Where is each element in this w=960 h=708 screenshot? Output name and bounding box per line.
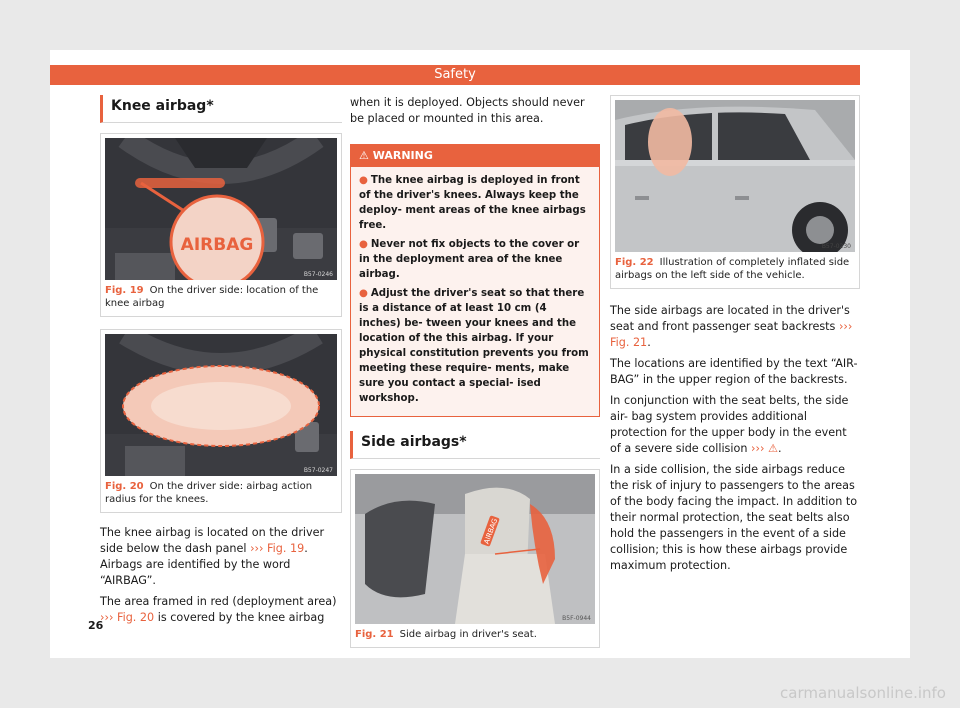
section-title-side-airbags: Side airbags*: [350, 431, 600, 459]
figure-22-caption: Fig. 22 Illustration of completely inflated side airbags on the left side of the vehicle.: [615, 257, 850, 281]
figure-code: B5F-0944: [562, 615, 591, 622]
paragraph-side-location: The side airbags are located in the driver's seat and front passenger seat backrests ››› Fig. 21.: [610, 304, 853, 349]
airbag-seat-tag: AIRBAG: [482, 517, 500, 546]
warning-body: [351, 167, 599, 416]
figure-20: [100, 329, 342, 513]
figure-21: [350, 469, 600, 648]
airbag-callout-text: AIRBAG: [180, 235, 254, 255]
warning-item: ● The knee airbag is deployed in front of the driver's knees. Always keep the deploy- ment areas of the knee airbags free.: [359, 175, 586, 231]
column-left: [100, 95, 342, 631]
fig-21-link[interactable]: ››› Fig. 21: [610, 320, 853, 349]
figure-22: [610, 95, 860, 289]
fig-19-link[interactable]: ››› Fig. 19: [250, 542, 305, 555]
bullet-icon: ●: [359, 175, 368, 186]
warning-triangle-icon: ⚠: [767, 442, 779, 455]
warning-item: ● Never not fix objects to the cover or in the deployment area of the knee airbag.: [359, 239, 580, 280]
bullet-icon: ●: [359, 288, 368, 299]
figure-22-image: [615, 100, 855, 252]
warning-header: ⚠ WARNING: [351, 145, 599, 167]
warning-triangle-icon: ⚠: [359, 149, 373, 162]
column-right: [610, 95, 860, 579]
column-middle: [350, 95, 600, 648]
paragraph-deployment-area: The area framed in red (deployment area) ››› Fig. 20 is covered by the knee airbag: [100, 595, 337, 624]
fig-20-link[interactable]: ››› Fig. 20: [100, 611, 155, 624]
paragraph-identification: The locations are identified by the text “AIR- BAG” in the upper region of the backrests.: [610, 357, 858, 386]
knee-airbag-radius-illustration: [105, 334, 337, 476]
paragraph-protection: In conjunction with the seat belts, the side air- bag system provides additional protection for the upper body in the event of a severe side collision ››› ⚠.: [610, 394, 849, 455]
figure-20-caption: Fig. 20 On the driver side: airbag action radius for the knees.: [105, 481, 313, 505]
figure-code: B57-0247: [303, 467, 333, 474]
figure-20-image: [105, 334, 337, 476]
side-airbag-vehicle-illustration: [615, 100, 855, 252]
paragraph-continued: when it is deployed. Objects should never be placed or mounted in this area.: [350, 96, 585, 125]
section-title-knee-airbag: Knee airbag*: [100, 95, 342, 123]
side-airbag-seat-illustration: [355, 474, 595, 624]
figure-code: B57-0230: [821, 243, 851, 250]
figure-19-image: [105, 138, 337, 280]
warning-item: ● Adjust the driver's seat so that there is a distance of at least 10 cm (4 inches) be- tween your knees and the location of the this airbag. If your physical constitution prevents you from meeting these require- ments, make sure you contact a special- ised workshop.: [359, 288, 589, 404]
watermark: carmanualsonline.info: [780, 684, 946, 702]
paragraph-knee-location: The knee airbag is located on the driver side below the dash panel ››› Fig. 19. Airbags are identified by the word “AIRBAG”.: [100, 526, 325, 587]
section-header: Safety: [50, 65, 860, 85]
figure-21-caption: Fig. 21 Side airbag in driver's seat.: [355, 629, 537, 640]
figure-19-caption: Fig. 19 On the driver side: location of the knee airbag: [105, 285, 319, 309]
page-number: 26: [88, 619, 104, 632]
figure-19: [100, 133, 342, 317]
warning-link[interactable]: ››› ⚠: [751, 442, 779, 455]
warning-box: [350, 144, 600, 417]
paragraph-side-collision: In a side collision, the side airbags reduce the risk of injury to passengers to the areas of the body facing the impact. In addition to their normal protection, the seat belts also hold the passengers in the event of a side collision; this is how these airbags provide maximum protection.: [610, 463, 858, 572]
knee-airbag-location-illustration: [105, 138, 337, 280]
figure-21-image: [355, 474, 595, 624]
figure-code: B57-0246: [303, 271, 333, 278]
bullet-icon: ●: [359, 239, 368, 250]
